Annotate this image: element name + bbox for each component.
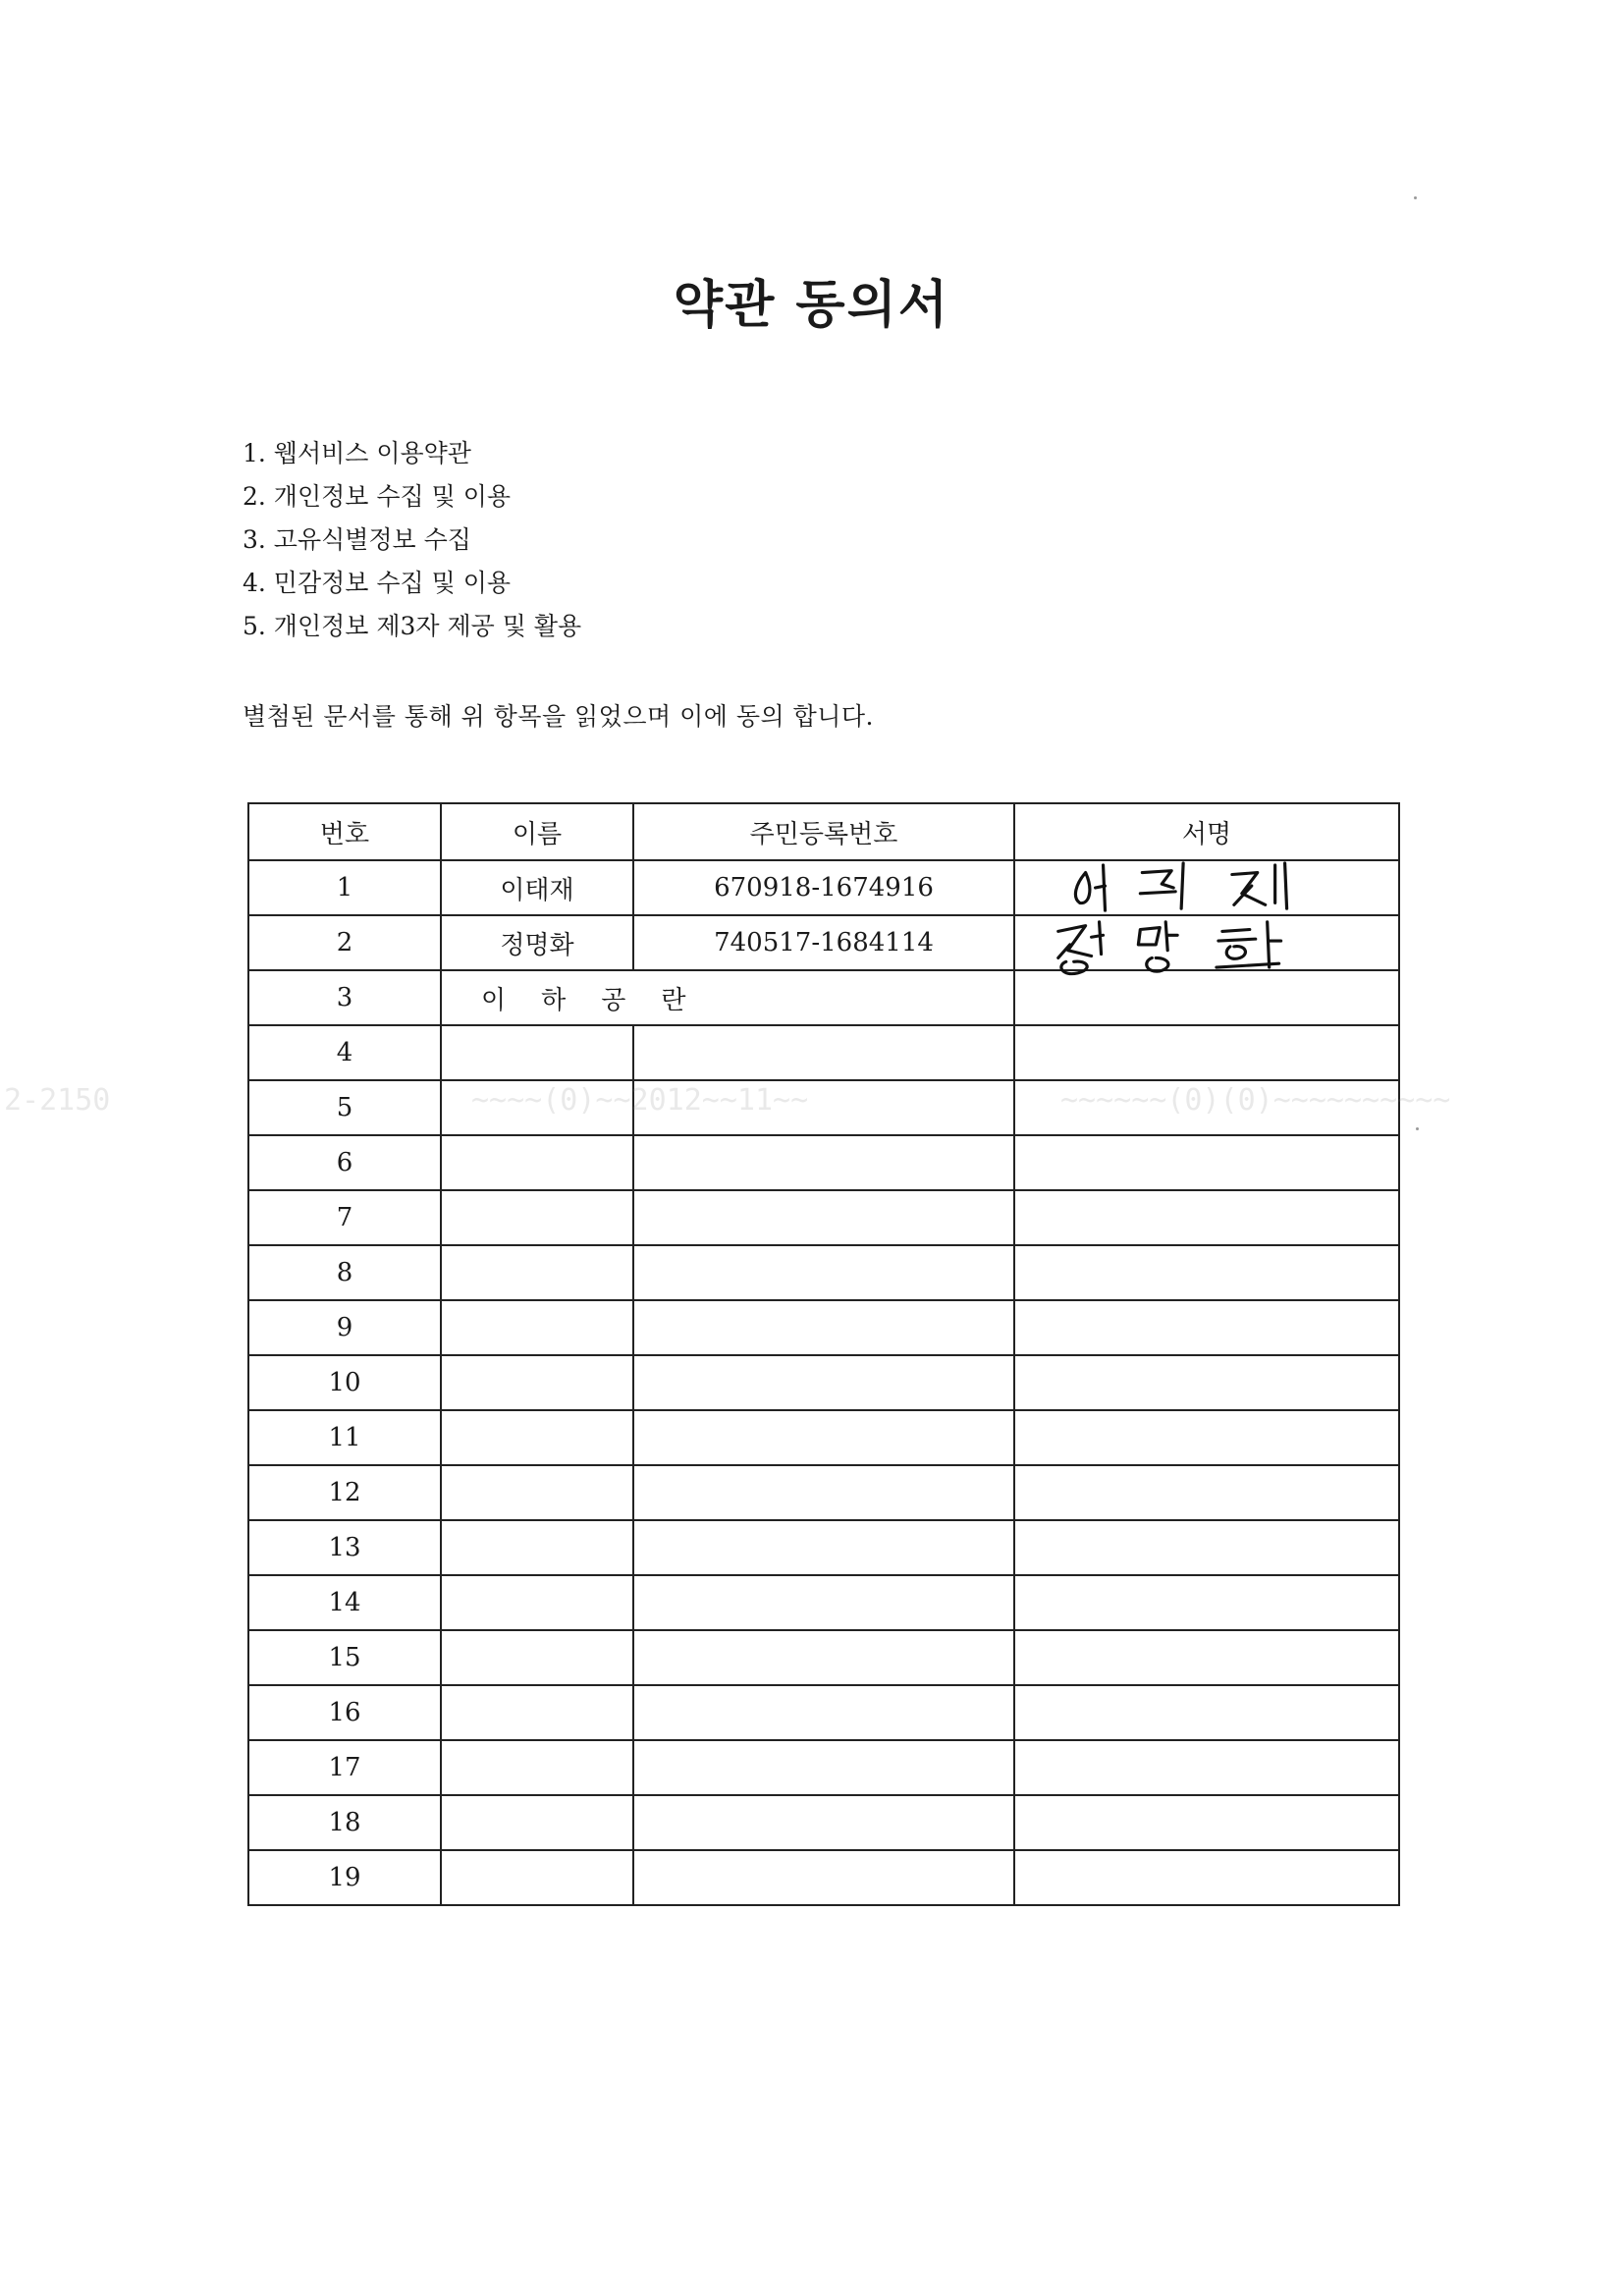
- resident-number-cell: [633, 1410, 1014, 1465]
- row-number: 1: [248, 860, 441, 915]
- name-cell: [441, 1355, 633, 1410]
- signature-cell: [1014, 1135, 1399, 1190]
- name-cell: 정명화: [441, 915, 633, 970]
- row-number: 2: [248, 915, 441, 970]
- table-row: [248, 1410, 1399, 1465]
- resident-number-cell: 740517-1684114: [633, 915, 1014, 970]
- signature-cell: [1014, 1795, 1399, 1850]
- signature-stroke: [1218, 930, 1256, 942]
- row-number: 19: [248, 1850, 441, 1905]
- signature-cell: [1014, 970, 1399, 1025]
- signature-cell: [1014, 1245, 1399, 1300]
- terms-item: 1. 웹서비스 이용약관: [243, 439, 471, 467]
- name-cell: [441, 1410, 633, 1465]
- resident-number-cell: [633, 1245, 1014, 1300]
- signature-cell: [1014, 1025, 1399, 1080]
- table-row: [248, 1850, 1399, 1905]
- row-number: 13: [248, 1520, 441, 1575]
- bleed-through-artifact: 2-2150 ~~~~(0)~~2012~~11~~ ~~~~~~(0)(0)~~~~~~~~~~: [4, 1083, 1451, 1118]
- table-row: [248, 860, 1399, 915]
- table-row: [248, 1355, 1399, 1410]
- resident-number-cell: [633, 1685, 1014, 1740]
- row-number: 8: [248, 1245, 441, 1300]
- table-row: [248, 1300, 1399, 1355]
- signature-stroke: [1140, 892, 1175, 894]
- row-number: 4: [248, 1025, 441, 1080]
- header-resident-number: 주민등록번호: [633, 803, 1014, 860]
- resident-number-cell: 670918-1674916: [633, 860, 1014, 915]
- row-number: 16: [248, 1685, 441, 1740]
- resident-number-cell: [633, 1795, 1014, 1850]
- name-cell: [441, 1135, 633, 1190]
- table-body: [248, 860, 1399, 1905]
- signature-cell: [1014, 1575, 1399, 1630]
- name-cell: [441, 1245, 633, 1300]
- signature-stroke: [1181, 863, 1183, 908]
- name-cell: [441, 1190, 633, 1245]
- name-cell: [441, 1795, 633, 1850]
- name-cell: [441, 1630, 633, 1685]
- name-cell: 이태재: [441, 860, 633, 915]
- page-title: 약관 동의서: [673, 275, 950, 335]
- resident-number-cell: [633, 1520, 1014, 1575]
- signature-stroke: [1096, 886, 1106, 888]
- below-blank-note: 이하공란: [441, 970, 1014, 1025]
- signature-cell: [1014, 1410, 1399, 1465]
- header-signature: 서명: [1014, 803, 1399, 860]
- handwritten-signature: [1015, 916, 1398, 969]
- resident-number-cell: [633, 1850, 1014, 1905]
- terms-item: 4. 민감정보 수집 및 이용: [243, 569, 511, 597]
- row-number: 15: [248, 1630, 441, 1685]
- header-number: 번호: [248, 803, 441, 860]
- row-number: 10: [248, 1355, 441, 1410]
- table-row: [248, 1190, 1399, 1245]
- row-number: 7: [248, 1190, 441, 1245]
- name-cell: [441, 1300, 633, 1355]
- name-cell: [441, 1850, 633, 1905]
- signature-cell: [1014, 1850, 1399, 1905]
- consent-statement: 별첨된 문서를 통해 위 항목을 읽었으며 이에 동의 합니다.: [243, 702, 874, 731]
- signature-stroke: [1268, 922, 1281, 967]
- name-cell: [441, 1740, 633, 1795]
- resident-number-cell: [633, 1740, 1014, 1795]
- signature-cell: [1014, 1080, 1399, 1135]
- table-row: [248, 1685, 1399, 1740]
- signature-stroke: [1165, 922, 1177, 951]
- table-header-row: [248, 803, 1399, 860]
- signature-cell: [1014, 1630, 1399, 1685]
- table-row: [248, 1795, 1399, 1850]
- name-cell: [441, 1685, 633, 1740]
- signature-stroke: [1138, 928, 1160, 945]
- signature-table: [247, 802, 1400, 1906]
- row-number: 14: [248, 1575, 441, 1630]
- row-number: 3: [248, 970, 441, 1025]
- resident-number-cell: [633, 1190, 1014, 1245]
- resident-number-cell: [633, 1575, 1014, 1630]
- row-number: 6: [248, 1135, 441, 1190]
- signature-stroke: [1092, 922, 1104, 955]
- resident-number-cell: [633, 1025, 1014, 1080]
- row-number: 5: [248, 1080, 441, 1135]
- signature-cell: [1014, 1355, 1399, 1410]
- signature-cell: [1014, 1300, 1399, 1355]
- name-cell: [441, 1465, 633, 1520]
- resident-number-cell: [633, 1630, 1014, 1685]
- signature-cell: [1014, 1190, 1399, 1245]
- resident-number-cell: [633, 1300, 1014, 1355]
- table-row: [248, 1245, 1399, 1300]
- signature-cell: [1014, 1520, 1399, 1575]
- signature-cell: [1014, 915, 1399, 970]
- row-number: 9: [248, 1300, 441, 1355]
- signature-cell: [1014, 1685, 1399, 1740]
- signature-stroke: [1104, 865, 1106, 910]
- resident-number-cell: [633, 1135, 1014, 1190]
- row-number: 17: [248, 1740, 441, 1795]
- table-row: [248, 1520, 1399, 1575]
- table-row: [248, 1630, 1399, 1685]
- scan-speck: [1414, 196, 1417, 199]
- resident-number-cell: [633, 1355, 1014, 1410]
- table-row: [248, 1025, 1399, 1080]
- signature-stroke: [1285, 863, 1287, 908]
- name-cell: [441, 1575, 633, 1630]
- header-name: 이름: [441, 803, 633, 860]
- handwritten-signature: [1015, 861, 1398, 914]
- signature-cell: [1014, 860, 1399, 915]
- row-number: 18: [248, 1795, 441, 1850]
- scan-speck: [1416, 1127, 1419, 1130]
- resident-number-cell: [633, 1080, 1014, 1135]
- signature-stroke: [1142, 871, 1173, 888]
- resident-number-cell: [633, 1465, 1014, 1520]
- table-row: [248, 1080, 1399, 1135]
- table-row: [248, 1135, 1399, 1190]
- signature-stroke: [1226, 947, 1245, 959]
- name-cell: [441, 1025, 633, 1080]
- name-cell: [441, 1080, 633, 1135]
- signature-cell: [1014, 1740, 1399, 1795]
- table-row: [248, 1575, 1399, 1630]
- table-row: [248, 915, 1399, 970]
- table-row: [248, 1740, 1399, 1795]
- terms-item: 2. 개인정보 수집 및 이용: [243, 482, 511, 511]
- row-number: 12: [248, 1465, 441, 1520]
- row-number: 11: [248, 1410, 441, 1465]
- table-row: [248, 1465, 1399, 1520]
- table-row: [248, 970, 1399, 1025]
- name-cell: [441, 1520, 633, 1575]
- terms-item: 3. 고유식별정보 수집: [243, 525, 471, 554]
- terms-list: [243, 432, 581, 648]
- signature-stroke: [1075, 873, 1089, 903]
- signature-cell: [1014, 1465, 1399, 1520]
- terms-item: 5. 개인정보 제3자 제공 및 활용: [243, 612, 582, 640]
